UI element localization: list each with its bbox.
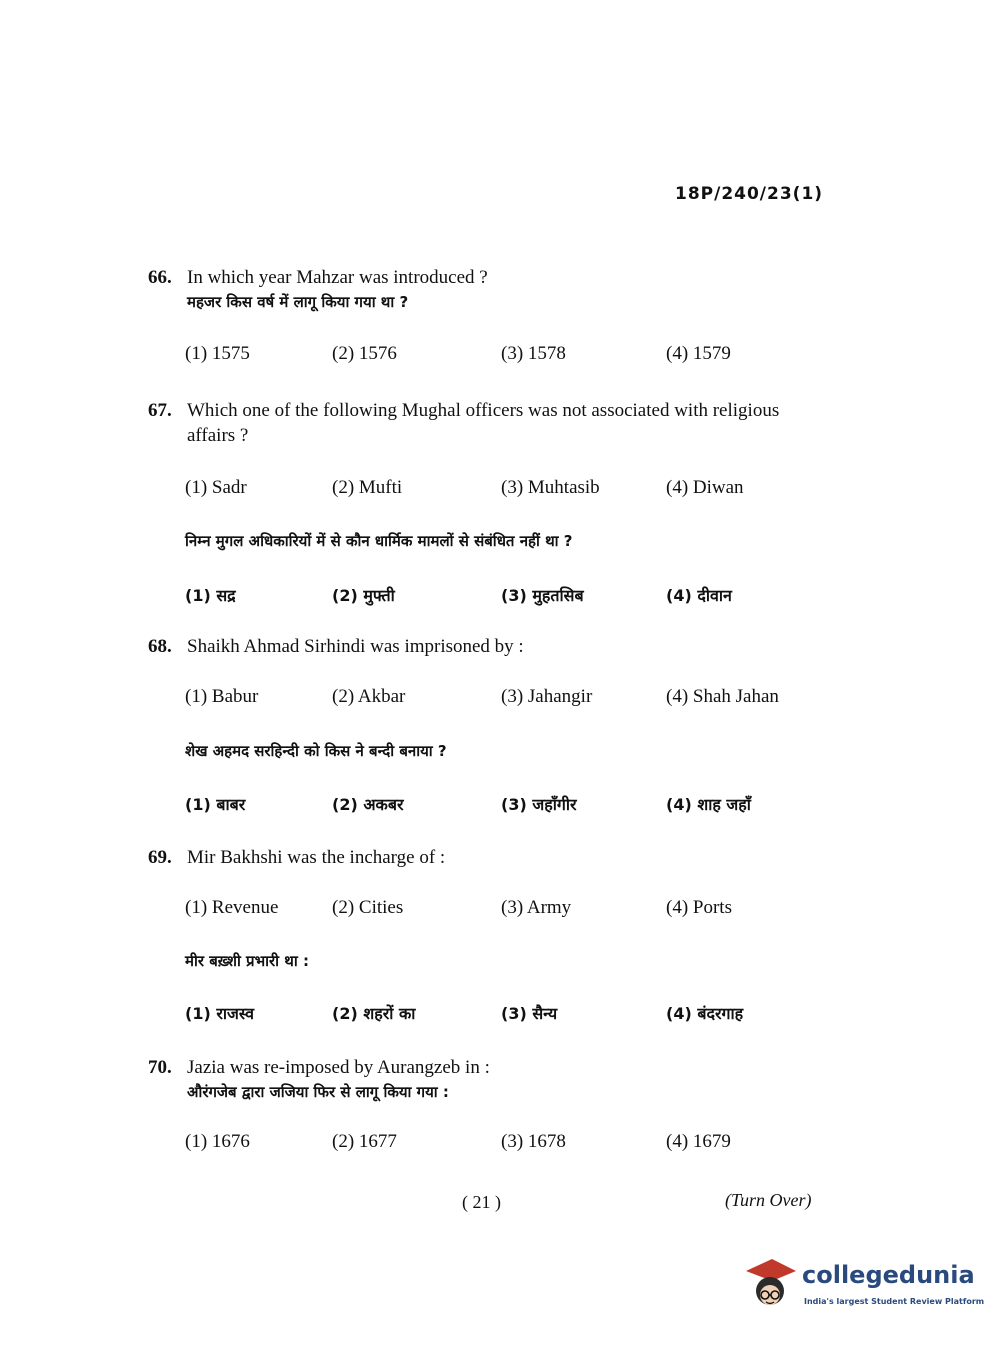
option: (2) Mufti [332, 477, 403, 498]
question-text-hi: महजर किस वर्ष में लागू किया गया था ? [187, 293, 409, 311]
option: (3) 1578 [501, 343, 566, 364]
option: (1) 1575 [185, 343, 250, 364]
option: (2) अकबर [332, 795, 404, 814]
question-text-en: Which one of the following Mughal officers was not associated with religious [187, 400, 780, 421]
options-70 [185, 1131, 825, 1157]
option: (1) बाबर [185, 795, 246, 814]
question-70 [148, 1055, 848, 1105]
option: (3) Jahangir [501, 686, 593, 707]
logo-tagline: India's largest Student Review Platform [804, 1297, 985, 1306]
question-text-hi: मीर बख़्शी प्रभारी था : [185, 952, 309, 970]
option: (2) Cities [332, 897, 404, 918]
option: (3) सैन्य [501, 1004, 558, 1023]
question-text-en-cont: affairs ? [187, 425, 249, 446]
option: (1) Babur [185, 686, 259, 707]
question-text-en: Jazia was re-imposed by Aurangzeb in : [187, 1057, 490, 1078]
question-text-hi: निम्न मुगल अधिकारियों में से कौन धार्मिक मामलों से संबंधित नहीं था ? [185, 532, 573, 550]
question-number: 67. [148, 400, 172, 421]
option: (2) Akbar [332, 686, 406, 707]
option: (4) Shah Jahan [666, 686, 779, 707]
options-67-hi [185, 584, 825, 610]
options-67 [185, 477, 825, 503]
option: (2) शहरों का [332, 1004, 416, 1023]
options-69-hi [185, 1002, 825, 1028]
option: (3) Army [501, 897, 572, 918]
option: (3) मुहतसिब [501, 586, 584, 605]
question-number: 68. [148, 636, 172, 657]
turn-over-note: (Turn Over) [725, 1190, 812, 1210]
student-mascot-icon [742, 1255, 798, 1313]
option: (4) 1579 [666, 343, 731, 364]
option: (1) 1676 [185, 1131, 250, 1152]
question-68 [148, 634, 848, 659]
question-number: 66. [148, 267, 172, 288]
paper-code: 18P/240/23(1) [675, 184, 824, 204]
option: (4) दीवान [666, 586, 732, 605]
option: (1) Sadr [185, 477, 247, 498]
option: (3) 1678 [501, 1131, 566, 1152]
option: (1) राजस्व [185, 1004, 255, 1023]
options-68-hi [185, 793, 825, 819]
option: (4) Ports [666, 897, 732, 918]
option: (4) बंदरगाह [666, 1004, 744, 1023]
options-66 [185, 343, 825, 369]
question-67 [148, 398, 848, 448]
question-text-en: In which year Mahzar was introduced ? [187, 267, 488, 288]
question-69 [148, 845, 848, 870]
question-text-hi: शेख अहमद सरहिन्दी को किस ने बन्दी बनाया ? [185, 742, 447, 760]
question-text-hi: औरंगजेब द्वारा जजिया फिर से लागू किया गया : [187, 1083, 449, 1101]
collegedunia-logo [742, 1255, 985, 1315]
logo-wordmark: collegedunia [802, 1261, 975, 1289]
question-number: 69. [148, 847, 172, 868]
option: (2) 1677 [332, 1131, 397, 1152]
option: (2) 1576 [332, 343, 397, 364]
options-68 [185, 686, 825, 712]
option: (2) मुफ्ती [332, 586, 395, 605]
question-66 [148, 265, 848, 315]
option: (1) Revenue [185, 897, 279, 918]
question-text-en: Mir Bakhshi was the incharge of : [187, 847, 446, 868]
page-number: ( 21 ) [462, 1192, 501, 1212]
question-number: 70. [148, 1057, 172, 1078]
option: (4) Diwan [666, 477, 744, 498]
option: (4) शाह जहाँ [666, 795, 751, 814]
question-text-en: Shaikh Ahmad Sirhindi was imprisoned by : [187, 636, 524, 657]
option: (3) जहाँगीर [501, 795, 577, 814]
options-69 [185, 897, 825, 923]
option: (3) Muhtasib [501, 477, 600, 498]
option: (4) 1679 [666, 1131, 731, 1152]
option: (1) सद्र [185, 586, 236, 605]
